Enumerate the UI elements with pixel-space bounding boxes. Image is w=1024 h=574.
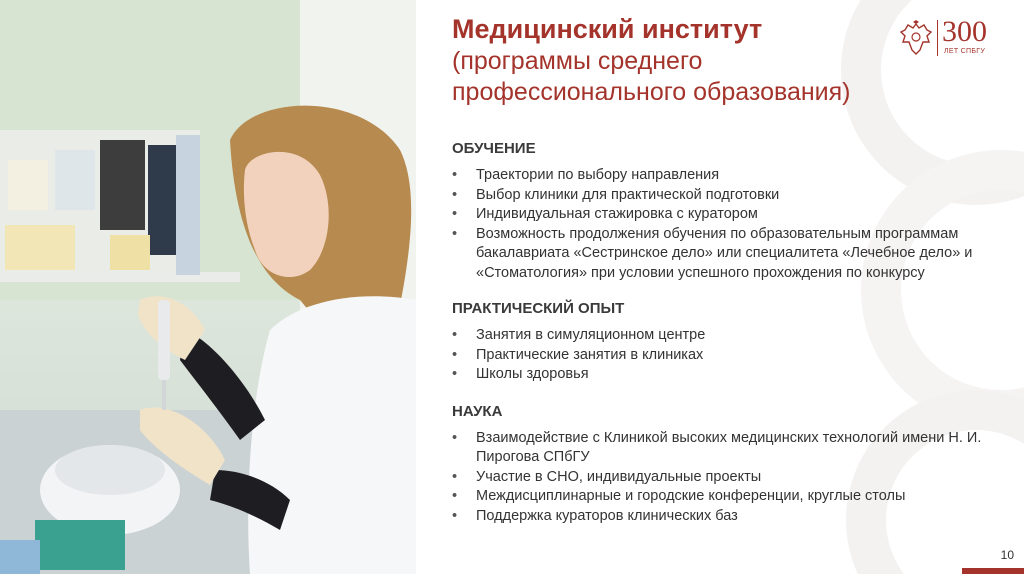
bullet-list xyxy=(452,429,1012,527)
list-item: • Индивидуальная стажировка с куратором xyxy=(452,205,1012,225)
title-line-1: Медицинский институт xyxy=(452,14,763,44)
title-line-2: (программы среднего xyxy=(452,47,703,75)
section-practice xyxy=(452,300,1012,385)
list-item: • Возможность продолжения обучения по образовательным программам бакалавриата «Сестринское дело» или специалитета «Лечебное дело» и «Стоматология» при условии успешного прохождения по конкурсу xyxy=(452,225,1012,284)
section-education xyxy=(452,140,1012,283)
page-number: 10 xyxy=(1000,548,1014,562)
list-item: • Поддержка кураторов клинических баз xyxy=(452,507,1012,527)
slide-content xyxy=(452,140,1012,526)
list-item: • Траектории по выбору направления xyxy=(452,166,1012,186)
slide-title xyxy=(452,12,932,108)
list-item: • Школы здоровья xyxy=(452,365,1012,385)
section-heading: НАУКА xyxy=(452,402,503,420)
bullet-list xyxy=(452,326,1012,385)
logo-divider xyxy=(937,20,938,56)
section-science xyxy=(452,403,1012,527)
list-item: • Участие в СНО, индивидуальные проекты xyxy=(452,468,1012,488)
title-line-3: профессионального образования) xyxy=(452,78,851,106)
bullet-list xyxy=(452,166,1012,283)
spbu-300-logo xyxy=(900,15,1012,60)
section-heading: ОБУЧЕНИЕ xyxy=(452,140,536,157)
list-item: • Междисциплинарные и городские конференции, круглые столы xyxy=(452,487,1012,507)
list-item: • Практические занятия в клиниках xyxy=(452,346,1012,366)
lab-photo xyxy=(0,0,416,574)
logo-number: 300 xyxy=(942,15,987,48)
double-headed-eagle-icon xyxy=(900,20,932,56)
accent-bar xyxy=(962,568,1024,574)
list-item: • Выбор клиники для практической подготовки xyxy=(452,186,1012,206)
list-item: • Занятия в симуляционном центре xyxy=(452,326,1012,346)
section-heading: ПРАКТИЧЕСКИЙ ОПЫТ xyxy=(452,300,625,317)
logo-subtitle: ЛЕТ СПБГУ xyxy=(944,48,986,55)
list-item: • Взаимодействие с Клиникой высоких медицинских технологий имени Н. И. Пирогова СПбГУ xyxy=(452,429,1012,468)
